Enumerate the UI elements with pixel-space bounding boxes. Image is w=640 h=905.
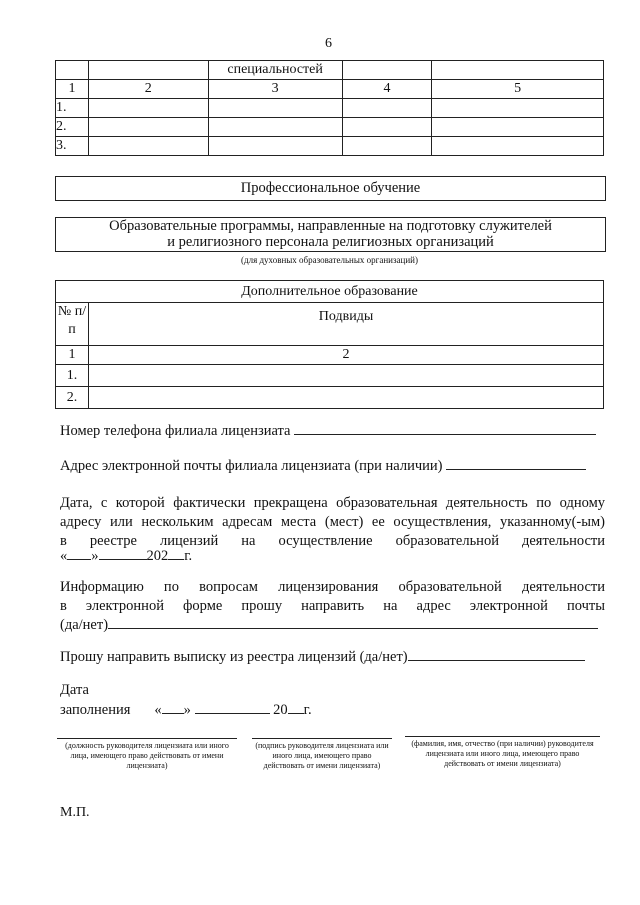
cell bbox=[342, 118, 432, 137]
stamp-label: М.П. bbox=[60, 805, 90, 820]
stop-date-paragraph bbox=[60, 494, 605, 551]
cell: Дополнительное образование bbox=[56, 281, 604, 303]
text-line: в реестре лицензий на осуществление образовательной деятельности bbox=[60, 533, 605, 549]
suffix: г. bbox=[303, 702, 312, 718]
cell bbox=[342, 137, 432, 156]
cell bbox=[432, 118, 604, 137]
section-note: (для духовных образовательных организаций) bbox=[241, 255, 418, 265]
cell bbox=[56, 61, 89, 80]
table-row bbox=[56, 61, 604, 80]
stop-date-field[interactable] bbox=[60, 547, 192, 565]
quote: « bbox=[154, 702, 162, 718]
cell bbox=[432, 137, 604, 156]
cell bbox=[432, 61, 604, 80]
info-paragraph bbox=[60, 578, 605, 616]
section-religious-programs bbox=[55, 217, 606, 252]
cell: 1. bbox=[56, 99, 89, 118]
cell bbox=[208, 137, 342, 156]
section-professional-training: Профессиональное обучение bbox=[55, 176, 606, 201]
cell: 1 bbox=[56, 80, 89, 99]
cell bbox=[89, 365, 604, 387]
table-row bbox=[56, 118, 604, 137]
specialties-table bbox=[55, 60, 604, 156]
table-row bbox=[56, 137, 604, 156]
cell bbox=[88, 137, 208, 156]
suffix: г. bbox=[184, 548, 193, 564]
cell bbox=[342, 99, 432, 118]
info-field[interactable] bbox=[60, 616, 598, 634]
cell bbox=[88, 118, 208, 137]
year: 20 bbox=[273, 702, 288, 718]
cell: 1. bbox=[56, 365, 89, 387]
cell: 1 bbox=[56, 346, 89, 365]
cell bbox=[208, 99, 342, 118]
page-number: 6 bbox=[325, 36, 332, 51]
signature-position[interactable]: (должность руководителя лицензиата или иного лица, имеющего право действовать от имени лицензиата) bbox=[57, 738, 237, 771]
year: 202 bbox=[146, 548, 169, 564]
extract-label: Прошу направить выписку из реестра лицензий (да/нет) bbox=[60, 649, 408, 665]
cell bbox=[89, 387, 604, 409]
table-row bbox=[56, 80, 604, 99]
quote: » bbox=[91, 548, 99, 564]
cell bbox=[208, 118, 342, 137]
text-line: адресу или нескольким адресам места (мест) ее осуществления, указанному(-ым) bbox=[60, 514, 605, 530]
text-line: Дата, с которой фактически прекращена образовательная деятельность по одному bbox=[60, 495, 605, 511]
cell bbox=[432, 99, 604, 118]
cell bbox=[342, 61, 432, 80]
extract-field[interactable] bbox=[60, 648, 585, 666]
phone-field[interactable] bbox=[60, 422, 596, 440]
email-label: Адрес электронной почты филиала лицензиата (при наличии) bbox=[60, 458, 443, 474]
text-line: (да/нет) bbox=[60, 617, 109, 633]
fill-date-label: Дата bbox=[60, 682, 89, 698]
table-row bbox=[56, 303, 604, 346]
cell: № п/п bbox=[56, 303, 89, 346]
section-title-line: Образовательные программы, направленные на подготовку служителей bbox=[109, 218, 552, 234]
cell: 3. bbox=[56, 137, 89, 156]
quote: « bbox=[60, 548, 68, 564]
text-line: Информацию по вопросам лицензирования образовательной деятельности bbox=[60, 579, 605, 595]
cell: 2. bbox=[56, 118, 89, 137]
table-row bbox=[56, 281, 604, 303]
quote: » bbox=[183, 702, 191, 718]
cell: Подвиды bbox=[89, 303, 604, 346]
fill-date-field[interactable] bbox=[60, 701, 312, 719]
text-line: в электронной форме прошу направить на адрес электронной почты bbox=[60, 598, 605, 614]
table-row bbox=[56, 99, 604, 118]
section-title-line: и религиозного персонала религиозных организаций bbox=[167, 234, 494, 250]
signature-sign[interactable]: (подпись руководителя лицензиата или иного лица, имеющего право действовать от имени лицензиата) bbox=[252, 738, 392, 771]
additional-education-table bbox=[55, 280, 604, 409]
fill-date-label: заполнения bbox=[60, 702, 131, 718]
cell: 5 bbox=[432, 80, 604, 99]
cell: 2 bbox=[88, 80, 208, 99]
signature-name[interactable]: (фамилия, имя, отчество (при наличии) руководителя лицензиата или иного лица, имеющего право действовать от имени лицензиата) bbox=[405, 736, 600, 769]
table-row bbox=[56, 365, 604, 387]
cell: 2. bbox=[56, 387, 89, 409]
cell: 4 bbox=[342, 80, 432, 99]
cell bbox=[88, 99, 208, 118]
table-row bbox=[56, 387, 604, 409]
cell: 3 bbox=[208, 80, 342, 99]
cell: 2 bbox=[89, 346, 604, 365]
cell: специальностей bbox=[208, 61, 342, 80]
table-row bbox=[56, 346, 604, 365]
email-field[interactable] bbox=[60, 457, 586, 475]
cell bbox=[88, 61, 208, 80]
phone-label: Номер телефона филиала лицензиата bbox=[60, 423, 291, 439]
